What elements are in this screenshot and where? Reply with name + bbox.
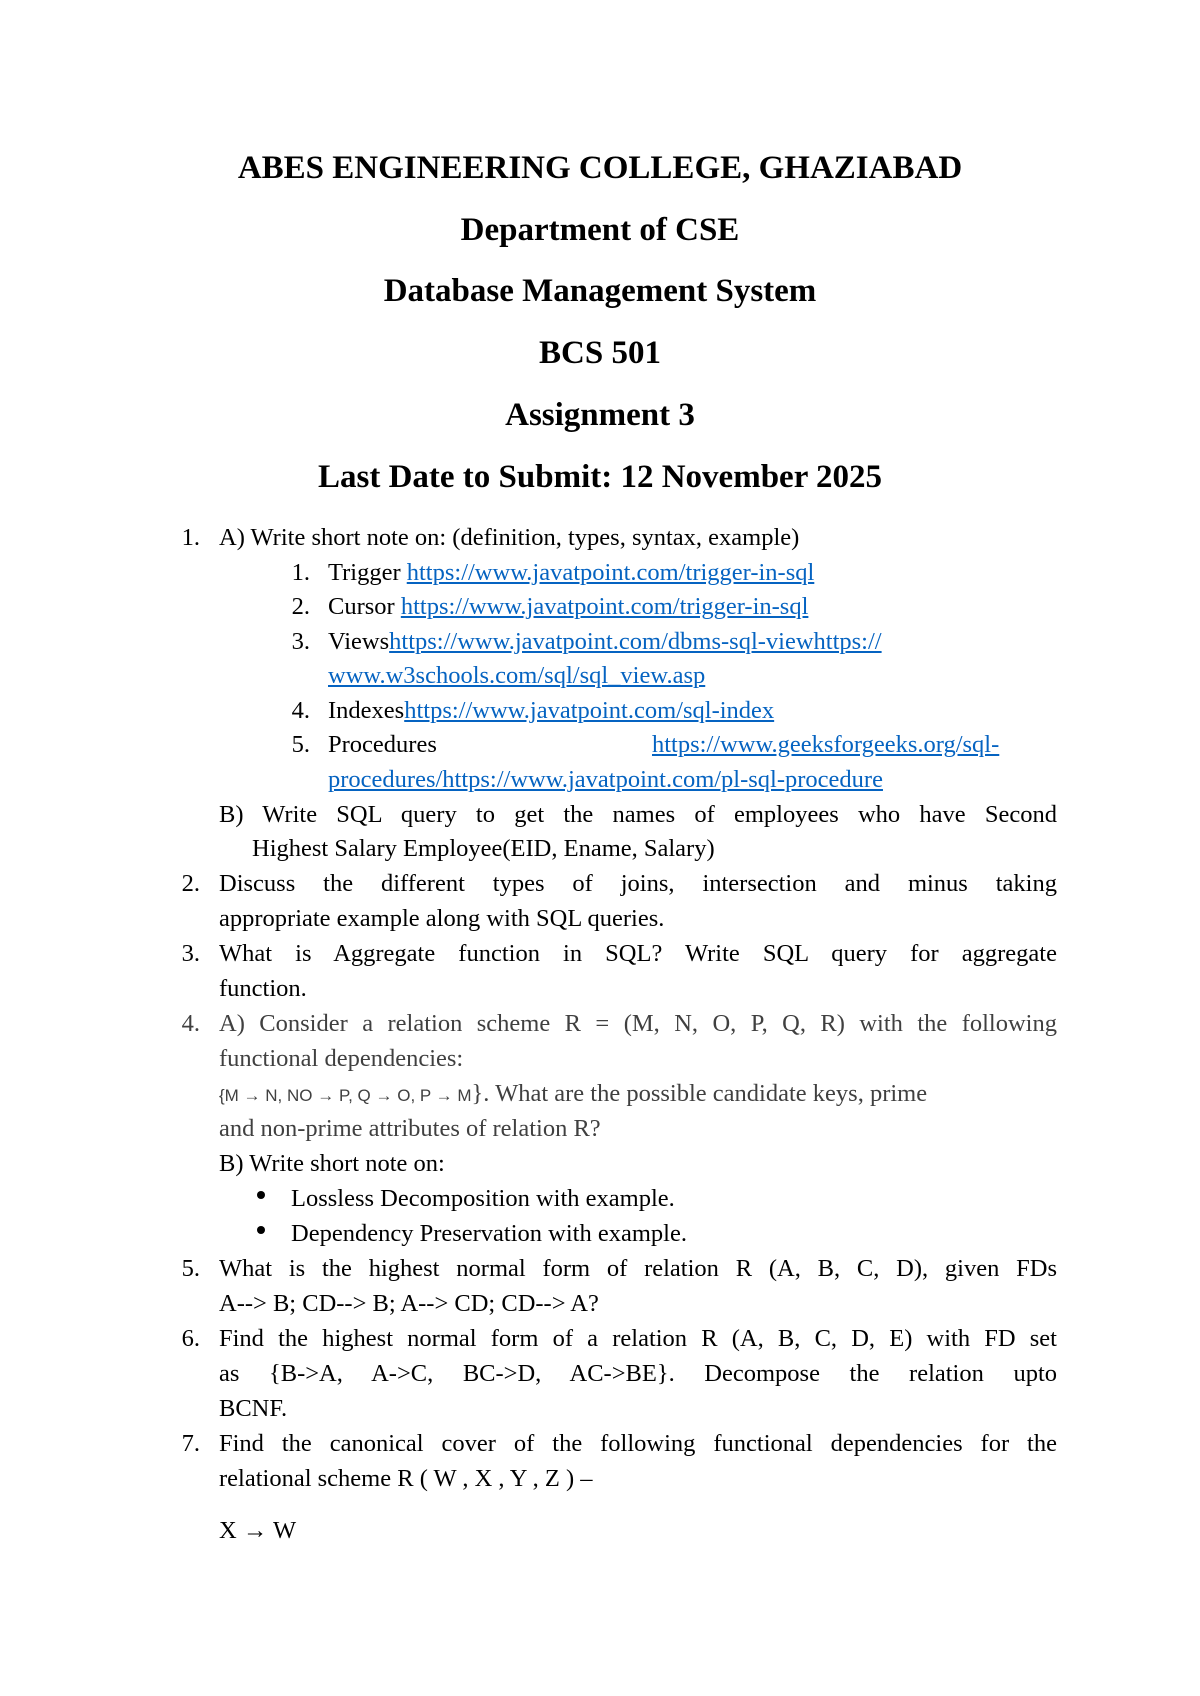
q3-line2: function. bbox=[219, 975, 307, 1002]
q1-item-cursor bbox=[328, 590, 808, 624]
q1-item-indexes bbox=[328, 694, 774, 728]
cursor-link[interactable]: https://www.javatpoint.com/trigger-in-sql bbox=[400, 593, 809, 620]
item-label: Cursor bbox=[328, 593, 401, 620]
q7-number: 7. bbox=[181, 1430, 200, 1457]
q1-a-text: A) Write short note on: (definition, types, syntax, example) bbox=[219, 524, 800, 551]
q1-item-number: 2. bbox=[291, 593, 310, 620]
bullet-icon bbox=[257, 1226, 265, 1234]
q4-line2: functional dependencies: bbox=[219, 1045, 464, 1072]
item-label: Views bbox=[328, 628, 390, 655]
q1-number: 1. bbox=[181, 524, 200, 551]
item-label: Indexes bbox=[328, 697, 405, 724]
q1-item-number: 1. bbox=[291, 559, 310, 586]
q6-line2: as {B->A, A->C, BC->D, AC->BE}. Decompose the relation upto bbox=[219, 1360, 1057, 1387]
views-link-2[interactable]: www.w3schools.com/sql/sql_view.asp bbox=[328, 662, 706, 689]
q1-item-number: 5. bbox=[291, 731, 310, 758]
q4-bullet-2: Dependency Preservation with example. bbox=[291, 1220, 687, 1247]
q3-number: 3. bbox=[181, 940, 200, 967]
q4-b-text: B) Write short note on: bbox=[219, 1150, 445, 1177]
q4-line4: and non-prime attributes of relation R? bbox=[219, 1115, 601, 1142]
q2-line1: Discuss the different types of joins, intersection and minus taking bbox=[219, 870, 1057, 897]
q6-number: 6. bbox=[181, 1325, 200, 1352]
q1-item-number: 4. bbox=[291, 697, 310, 724]
q3-line1: What is Aggregate function in SQL? Write SQL query for aggregate bbox=[219, 940, 1057, 967]
views-link-1[interactable]: https://www.javatpoint.com/dbms-sql-viewhttps:// bbox=[389, 628, 882, 655]
trigger-link[interactable]: https://www.javatpoint.com/trigger-in-sql bbox=[406, 559, 815, 586]
q1-b-line2: Highest Salary Employee(EID, Ename, Salary) bbox=[252, 835, 715, 862]
q4-line1: A) Consider a relation scheme R = (M, N, O, P, Q, R) with the following bbox=[219, 1010, 1057, 1037]
q6-line1: Find the highest normal form of a relation R (A, B, C, D, E) with FD set bbox=[219, 1325, 1057, 1352]
subject-title: Database Management System bbox=[383, 273, 817, 309]
q1-item-procedures-cont bbox=[328, 763, 883, 797]
q2-number: 2. bbox=[181, 870, 200, 897]
q6-line3: BCNF. bbox=[219, 1395, 288, 1422]
deadline: Last Date to Submit: 12 November 2025 bbox=[317, 459, 882, 495]
assignment-title: Assignment 3 bbox=[505, 397, 695, 433]
q4-fd-set: {M → N, NO → P, Q → O, P → M bbox=[219, 1086, 472, 1105]
course-code: BCS 501 bbox=[539, 335, 661, 371]
q7-line2: relational scheme R ( W , X , Y , Z ) – bbox=[219, 1465, 593, 1492]
item-label: Trigger bbox=[328, 559, 407, 586]
q4-number: 4. bbox=[181, 1010, 200, 1037]
q4-line3-rest: }. What are the possible candidate keys, prime bbox=[471, 1080, 928, 1107]
q5-line2: A--> B; CD--> B; A--> CD; CD--> A? bbox=[219, 1290, 599, 1317]
q1-item-views bbox=[328, 625, 882, 659]
q1-item-number: 3. bbox=[291, 628, 310, 655]
q1-b-line1: B) Write SQL query to get the names of employees who have Second bbox=[219, 801, 1057, 828]
q5-number: 5. bbox=[181, 1255, 200, 1282]
q7-line1: Find the canonical cover of the following functional dependencies for the bbox=[219, 1430, 1057, 1457]
q1-item-procedures-label: Procedures bbox=[328, 731, 437, 758]
q1-item-views-cont bbox=[328, 659, 705, 693]
q4-line3 bbox=[219, 1077, 927, 1113]
procedures-link-1[interactable]: https://www.geeksforgeeks.org/sql- bbox=[652, 731, 1000, 758]
q7-fd-1: X → W bbox=[219, 1517, 297, 1544]
indexes-link[interactable]: https://www.javatpoint.com/sql-index bbox=[404, 697, 775, 724]
procedures-link-2[interactable]: procedures/https://www.javatpoint.com/pl-sql-procedure bbox=[328, 766, 883, 793]
department: Department of CSE bbox=[460, 212, 740, 248]
q1-item-trigger bbox=[328, 556, 814, 590]
college-name: ABES ENGINEERING COLLEGE, GHAZIABAD bbox=[237, 150, 963, 186]
q1-item-procedures-link bbox=[652, 728, 999, 762]
q2-line2: appropriate example along with SQL queries. bbox=[219, 905, 665, 932]
q4-bullet-1: Lossless Decomposition with example. bbox=[291, 1185, 675, 1212]
q5-line1: What is the highest normal form of relation R (A, B, C, D), given FDs bbox=[219, 1255, 1057, 1282]
bullet-icon bbox=[257, 1191, 265, 1199]
